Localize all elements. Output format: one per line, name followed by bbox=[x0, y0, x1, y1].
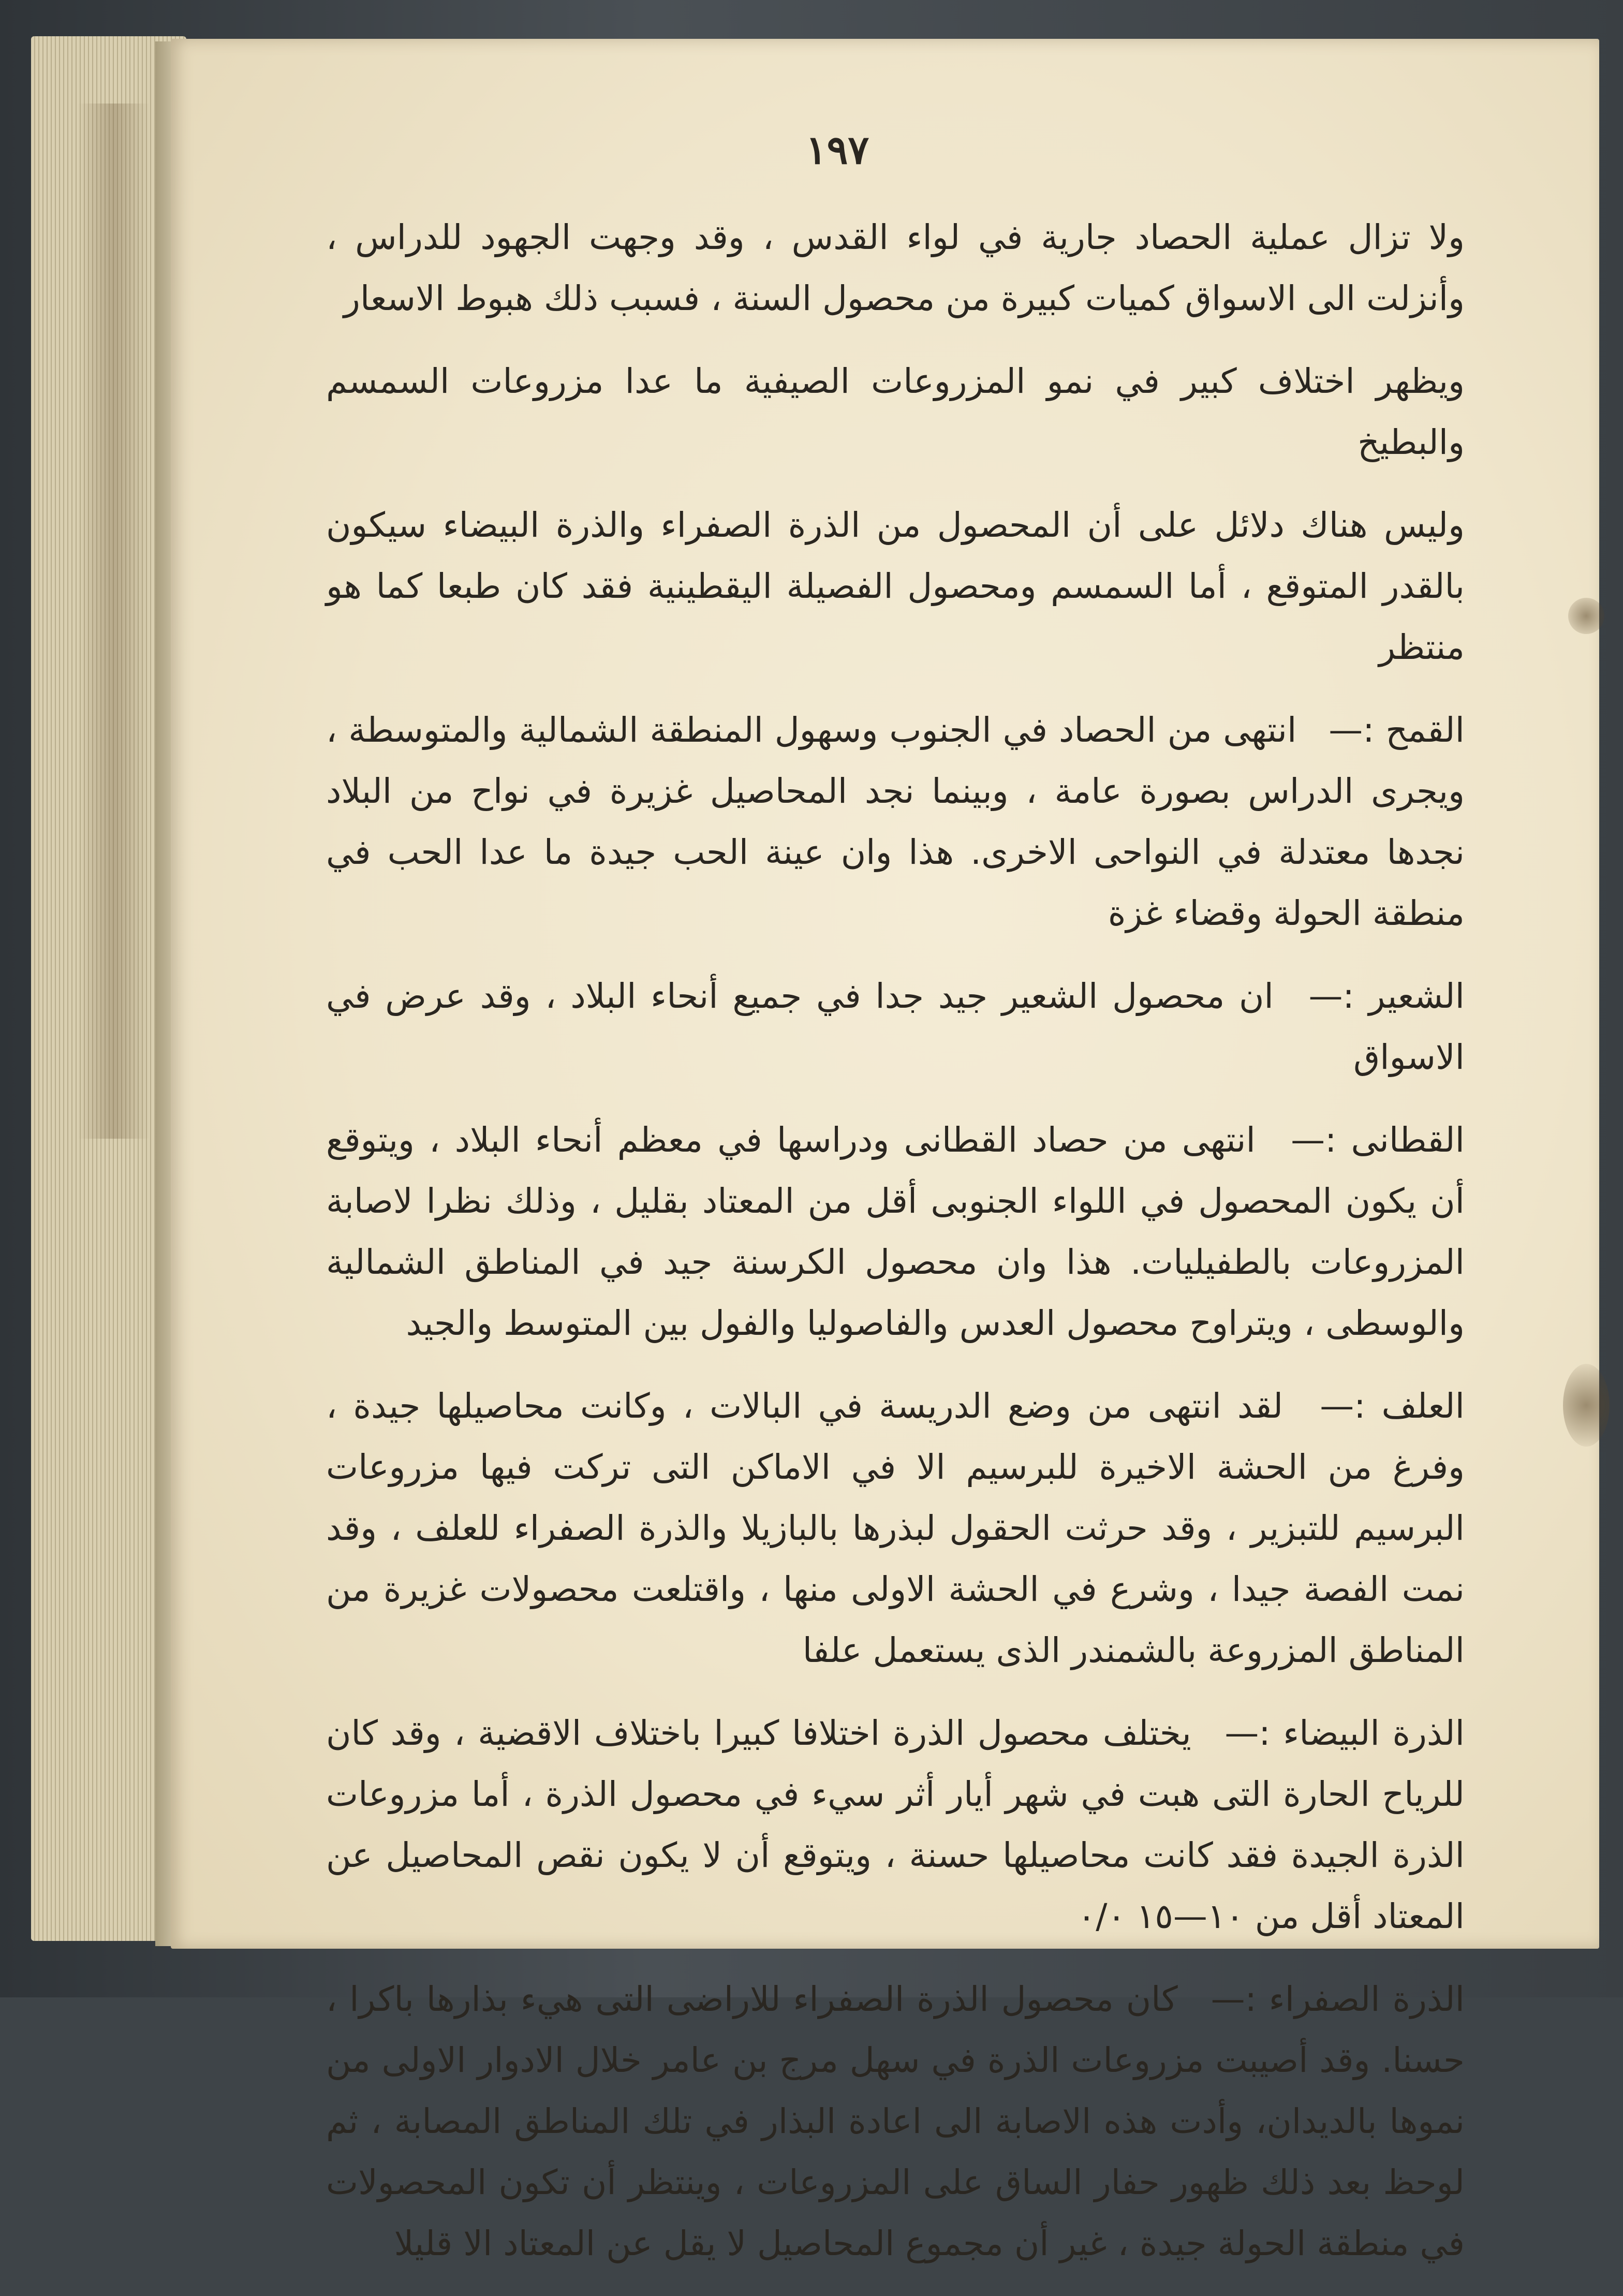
paragraph-text: انتهى من الحصاد في الجنوب وسهول المنطقة الشمالية والمتوسطة ، ويجرى الدراس بصورة عامة ، وبينما نجد المحاصيل غزيرة في نواح من البلاد نجدها معتدلة في النواحى الاخرى. هذا وان عينة الحب جيدة ما عدا الحب في منطقة الحولة وقضاء غزة bbox=[326, 710, 1465, 933]
page-stain bbox=[1563, 1364, 1610, 1447]
paragraph-text: ان محصول الشعير جيد جدا في جميع أنحاء البلاد ، وقد عرض في الاسواق bbox=[326, 976, 1465, 1077]
section-label: الشعير :— bbox=[1308, 976, 1465, 1016]
paragraph-wheat bbox=[326, 700, 1465, 944]
paragraph-yellow-maize bbox=[326, 1969, 1465, 2274]
article-body bbox=[326, 207, 1465, 2296]
paragraph-intro bbox=[326, 207, 1465, 329]
paragraph-text: انتهى من حصاد القطانى ودراسها في معظم أنحاء البلاد ، ويتوقع أن يكون المحصول في اللواء الجنوبى أقل من المعتاد بقليل ، وذلك نظرا لاصابة المزروعات بالطفيليات. هذا وان محصول الكرسنة جيد في المناطق الشمالية والوسطى ، ويتراوح محصول العدس والفاصوليا والفول بين المتوسط والجيد bbox=[326, 1120, 1465, 1343]
paragraph-text: وليس هناك دلائل على أن المحصول من الذرة الصفراء والذرة البيضاء سيكون بالقدر المتوقع ، أما السمسم ومحصول الفصيلة اليقطينية فقد كان طبعا كما هو منتظر bbox=[326, 505, 1465, 667]
paragraph-text: يختلف محصول الذرة اختلافا كبيرا باختلاف الاقضية ، وقد كان للرياح الحارة التى هبت في شهر أيار أثر سيء في محصول الذرة ، أما مزروعات الذرة الجيدة فقد كانت محاصيلها حسنة ، ويتوقع أن لا يكون نقص المحاصيل عن المعتاد أقل من ١٠—١٥ ٠/٠ bbox=[326, 1713, 1465, 1936]
paragraph-text: لقد انتهى من وضع الدريسة في البالات ، وكانت محاصيلها جيدة ، وفرغ من الحشة الاخيرة للبرسيم الا في الاماكن التى تركت فيها مزروعات البرسيم للتبزير ، وقد حرثت الحقول لبذرها بالبازيلا والذرة الصفراء للعلف ، وقد نمت الفصة جيدا ، وشرع في الحشة الاولى منها ، واقتلعت محصولات غزيرة من المناطق المزروعة بالشمندر الذى يستعمل علفا bbox=[326, 1386, 1465, 1670]
paragraph-maize-sesame bbox=[326, 495, 1465, 678]
section-label: العلف :— bbox=[1320, 1386, 1465, 1426]
paragraph-white-sorghum bbox=[326, 1703, 1465, 1947]
paragraph-text: كان محصول الذرة الصفراء للاراضى التى هيء بذارها باكرا ، حسنا. وقد أصيبت مزروعات الذرة في سهل مرج بن عامر خلال الادوار الاولى من نموها بالديدان، وأدت هذه الاصابة الى اعادة البذار في تلك المناطق المصابة ، ثم لوحظ بعد ذلك ظهور حفار الساق على المزروعات ، وينتظر أن تكون المحصولات في منطقة الحولة جيدة ، غير أن مجموع المحاصيل لا يقل عن المعتاد الا قليلا bbox=[326, 1979, 1465, 2263]
page-number: ١٩٧ bbox=[805, 127, 869, 173]
paragraph-summer-crops bbox=[326, 351, 1465, 473]
section-label: القطانى :— bbox=[1291, 1120, 1465, 1160]
paragraph-text: ويظهر اختلاف كبير في نمو المزروعات الصيفية ما عدا مزروعات السمسم والبطيخ bbox=[326, 361, 1465, 462]
page-edges-shadow bbox=[78, 104, 150, 1139]
section-label: الذرة الصفراء :— bbox=[1211, 1979, 1465, 2019]
paragraph-barley bbox=[326, 966, 1465, 1088]
section-label: الذرة البيضاء :— bbox=[1224, 1713, 1465, 1753]
page-stain bbox=[1568, 598, 1604, 634]
paragraph-text: ولا تزال عملية الحصاد جارية في لواء القدس ، وقد وجهت الجهود للدراس ، وأنزلت الى الاسواق كميات كبيرة من محصول السنة ، فسبب ذلك هبوط الاسعار bbox=[326, 217, 1465, 318]
section-label: القمح :— bbox=[1329, 710, 1465, 750]
paragraph-fodder bbox=[326, 1376, 1465, 1681]
paragraph-legumes bbox=[326, 1110, 1465, 1354]
